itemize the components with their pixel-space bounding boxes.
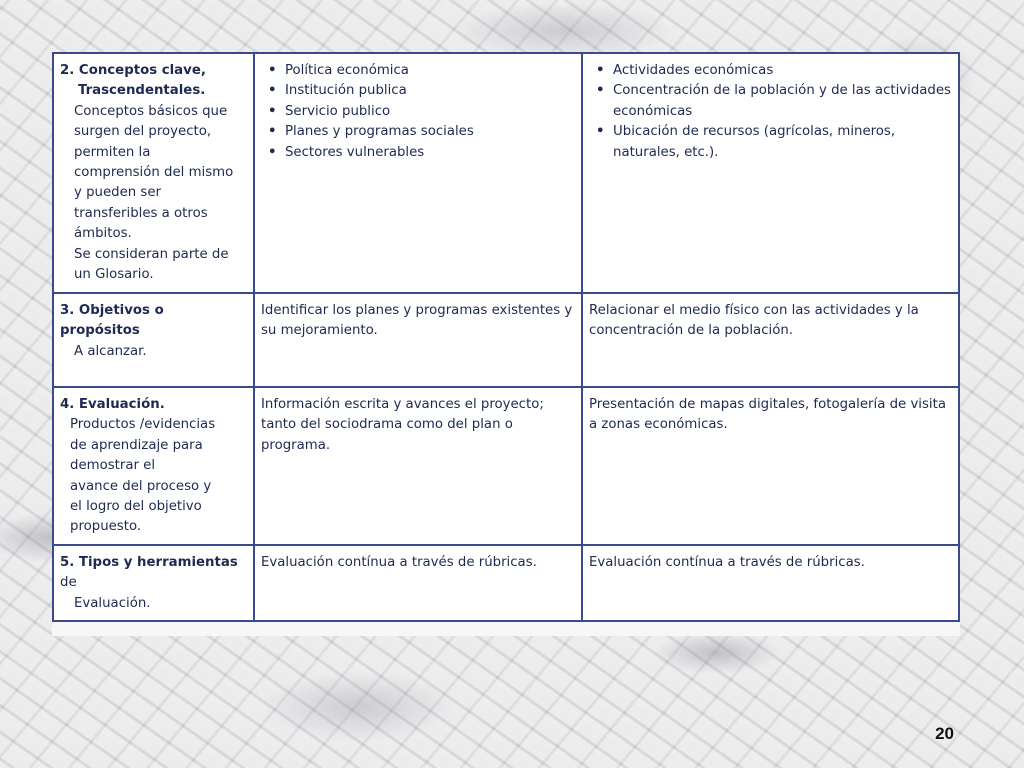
bullet-icon: • <box>267 124 277 140</box>
row-description: Evaluación. <box>74 595 151 611</box>
description-line: comprensión del mismo <box>74 165 234 181</box>
row-label-cell <box>53 293 254 387</box>
row-label-cell <box>53 545 254 621</box>
bullet-list <box>589 61 952 163</box>
bullet-icon: • <box>596 124 605 140</box>
row-cell: Relacionar el medio físico con las actividades y la concentración de la población. <box>582 293 959 387</box>
row-cell: Identificar los planes y programas existentes y su mejoramiento. <box>254 293 582 387</box>
row-description: A alcanzar. <box>74 343 147 359</box>
concepts-cell <box>582 53 959 293</box>
description-line: Conceptos básicos que <box>74 103 228 119</box>
row-cell: Presentación de mapas digitales, fotogalería de visita a zonas económicas. <box>582 387 959 545</box>
row-title: 2. Conceptos clave, <box>60 63 206 78</box>
list-item: • Actividades económicas <box>589 61 952 81</box>
description-line: Productos /evidencias <box>70 417 216 433</box>
row-title-continuation: Trascendentales. <box>78 83 206 99</box>
table-row <box>53 387 959 545</box>
description-line: propuesto. <box>70 519 142 535</box>
list-item: • Servicio publico <box>261 102 575 122</box>
row-cell: Información escrita y avances el proyecto; tanto del sociodrama como del plan o programa. <box>254 387 582 545</box>
description-line: demostrar el <box>70 458 156 474</box>
bullet-list <box>261 61 575 163</box>
concepts-cell <box>254 53 582 293</box>
list-item: • Política económica <box>261 61 575 81</box>
row-description <box>60 415 247 537</box>
description-line: ámbitos. <box>74 226 132 242</box>
page-number: 20 <box>935 724 954 743</box>
row-cell: Evaluación contínua a través de rúbricas. <box>582 545 959 621</box>
description-line: Se consideran parte de <box>74 246 229 262</box>
list-item: • Institución publica <box>261 81 575 101</box>
row-title: 5. Tipos y herramientas <box>60 555 238 570</box>
bullet-icon: • <box>267 103 277 119</box>
row-title-suffix: de <box>60 575 77 591</box>
row-title: 3. Objetivos o propósitos <box>60 303 164 339</box>
description-line: un Glosario. <box>74 267 154 283</box>
row-description <box>60 102 247 286</box>
row-label-cell <box>53 387 254 545</box>
list-item: • Concentración de la población y de las actividades económicas <box>596 83 951 119</box>
row-title: 4. Evaluación. <box>60 397 165 412</box>
description-line: transferibles a otros <box>74 205 208 221</box>
table-row <box>53 545 959 621</box>
description-line: avance del proceso y <box>70 478 212 494</box>
table-row <box>53 293 959 387</box>
bullet-icon: • <box>267 144 277 160</box>
description-line: surgen del proyecto, <box>74 124 212 140</box>
description-line: permiten la <box>74 144 151 160</box>
bullet-icon: • <box>267 83 277 99</box>
list-item: • Sectores vulnerables <box>261 143 575 163</box>
bullet-icon: • <box>267 63 277 78</box>
description-line: el logro del objetivo <box>70 499 202 515</box>
list-item: • Planes y programas sociales <box>261 122 575 142</box>
description-line: de aprendizaje para <box>70 437 203 453</box>
table-row <box>53 53 959 293</box>
row-cell: Evaluación contínua a través de rúbricas. <box>254 545 582 621</box>
list-item: • Ubicación de recursos (agrícolas, mineros, naturales, etc.). <box>596 124 896 160</box>
row-label-cell <box>53 53 254 293</box>
content-table <box>52 52 960 622</box>
bullet-icon: • <box>596 63 605 78</box>
bullet-icon: • <box>596 83 605 99</box>
description-line: y pueden ser <box>74 185 161 201</box>
